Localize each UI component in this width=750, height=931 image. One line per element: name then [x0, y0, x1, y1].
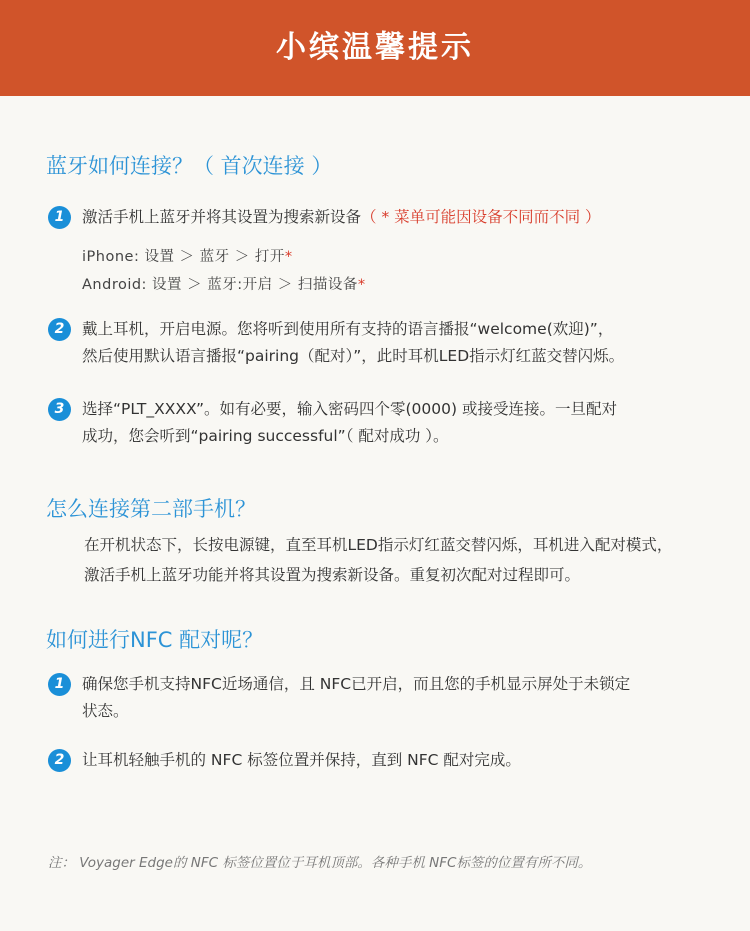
android-path-text: Android: 设置 ＞ 蓝牙:开启 ＞ 扫描设备	[82, 277, 358, 293]
iphone-path	[82, 245, 293, 266]
step-line: 让耳机轻触手机的 NFC 标签位置并保持，直到 NFC 配对完成。	[82, 751, 521, 769]
step-text	[82, 747, 732, 774]
asterisk-mark: *	[284, 249, 293, 265]
step-number-badge: 1	[48, 673, 71, 696]
step-number-badge: 2	[48, 318, 71, 341]
section-title-bluetooth: 蓝牙如何连接？（ 首次连接 ）	[46, 154, 333, 178]
step-text	[82, 204, 732, 231]
second-phone-paragraph	[84, 530, 734, 590]
step-number-badge: 3	[48, 398, 71, 421]
step-line: 成功，您会听到“pairing successful”（ 配对成功 ）。	[82, 427, 449, 445]
section-title-second-phone: 怎么连接第二部手机？	[46, 497, 256, 521]
step-number-badge: 2	[48, 749, 71, 772]
step-text	[82, 396, 732, 450]
paragraph-line: 激活手机上蓝牙功能并将其设置为搜索新设备。重复初次配对过程即可。	[84, 566, 581, 584]
android-path	[82, 273, 366, 294]
iphone-path-text: iPhone: 设置 ＞ 蓝牙 ＞ 打开	[82, 249, 285, 265]
step-line: 戴上耳机，开启电源。您将听到使用所有支持的语言播报“welcome(欢迎)”，	[82, 320, 614, 338]
step-line: 状态。	[82, 702, 129, 720]
step-text	[82, 316, 732, 370]
step-line: 选择“PLT_XXXX”。如有必要，输入密码四个零(0000) 或接受连接。一旦配对	[82, 400, 617, 418]
paragraph-line: 在开机状态下，长按电源键，直至耳机LED指示灯红蓝交替闪烁，耳机进入配对模式，	[84, 536, 673, 554]
step-text	[82, 671, 732, 725]
header-banner	[0, 0, 750, 96]
footnote: 注： Voyager Edge的 NFC 标签位置位于耳机顶部。各种手机 NFC标签的位置有所不同。	[48, 855, 592, 871]
step-instruction: 激活手机上蓝牙并将其设置为搜索新设备	[82, 208, 362, 226]
step-line: 确保您手机支持NFC近场通信，且 NFC已开启，而且您的手机显示屏处于未锁定	[82, 675, 631, 693]
asterisk-mark: *	[357, 277, 366, 293]
step-number-badge: 1	[48, 206, 71, 229]
section-title-nfc: 如何进行NFC 配对呢？	[46, 628, 264, 652]
page-title: 小缤温馨提示	[276, 30, 474, 65]
menu-warning-note: （ * 菜单可能因设备不同而不同 ）	[361, 208, 601, 226]
step-line: 然后使用默认语言播报“pairing（配对）”，此时耳机LED指示灯红蓝交替闪烁。	[82, 347, 625, 365]
